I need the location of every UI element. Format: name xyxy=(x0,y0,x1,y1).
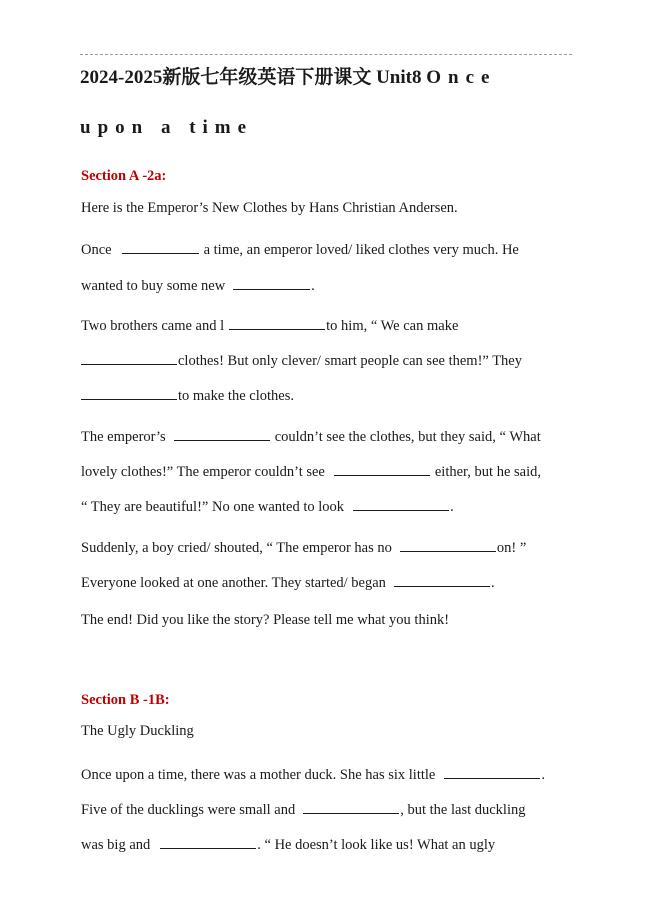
fill-blank[interactable] xyxy=(303,799,399,814)
fill-blank[interactable] xyxy=(81,385,177,400)
fill-blank[interactable] xyxy=(444,764,540,779)
fill-blank[interactable] xyxy=(160,834,256,849)
text-line xyxy=(81,834,495,854)
section-b-heading: Section B -1B: xyxy=(81,692,170,708)
text-segment: Once xyxy=(81,242,112,258)
text-segment: on! ” xyxy=(496,540,527,556)
fill-blank[interactable] xyxy=(353,496,449,511)
text-segment: . xyxy=(311,278,315,294)
text-line xyxy=(81,315,458,335)
title-text-spaced: Once xyxy=(426,67,497,88)
text-segment: Five of the ducklings were small and xyxy=(81,802,296,818)
text-segment: . xyxy=(490,575,495,591)
text-segment: “ They are beautiful!” No one wanted to look xyxy=(81,499,345,515)
text-segment: clothes! But only clever/ smart people can see them!” They xyxy=(178,353,522,369)
text-line xyxy=(81,461,541,481)
text-line xyxy=(81,537,526,557)
text-line xyxy=(81,572,495,592)
fill-blank[interactable] xyxy=(394,572,490,587)
page-title-continued: upon a time xyxy=(80,117,254,138)
fill-blank[interactable] xyxy=(400,537,496,552)
text-line xyxy=(81,764,545,784)
text-line xyxy=(81,496,454,516)
text-line: The end! Did you like the story? Please tell me what you think! xyxy=(81,612,450,628)
text-segment: , but the last duckling xyxy=(400,802,526,818)
text-line xyxy=(81,239,519,259)
text-segment: lovely clothes!” The emperor couldn’t see xyxy=(81,464,325,480)
text-line xyxy=(81,426,541,446)
text-segment: a time, an emperor loved/ liked clothes very much. He xyxy=(203,242,519,258)
text-line xyxy=(81,799,525,819)
fill-blank[interactable] xyxy=(334,461,430,476)
text-line: Here is the Emperor’s New Clothes by Hans Christian Andersen. xyxy=(81,200,458,216)
text-segment: wanted to buy some new xyxy=(81,278,226,294)
section-a-heading: Section A -2a: xyxy=(81,168,167,184)
fill-blank[interactable] xyxy=(233,275,310,290)
text-segment: Everyone looked at one another. They started/ began xyxy=(81,575,386,591)
fill-blank[interactable] xyxy=(174,426,270,441)
text-segment: either, but he said, xyxy=(434,464,541,480)
fill-blank[interactable] xyxy=(81,350,177,365)
text-segment: Suddenly, a boy cried/ shouted, “ The emperor has no xyxy=(81,540,392,556)
header-rule xyxy=(80,54,572,55)
page-title xyxy=(80,62,496,89)
text-segment: couldn’t see the clothes, but they said, “ What xyxy=(274,429,541,445)
text-segment: was big and xyxy=(81,837,151,853)
text-segment: . xyxy=(541,767,545,783)
fill-blank[interactable] xyxy=(229,315,325,330)
fill-blank[interactable] xyxy=(122,239,199,254)
text-segment: . xyxy=(450,499,454,515)
text-line xyxy=(81,275,315,295)
text-segment: Once upon a time, there was a mother duck. She has six little xyxy=(81,767,436,783)
text-segment: . “ He doesn’t look like us! What an ugly xyxy=(257,837,496,853)
text-segment: The emperor’s xyxy=(81,429,166,445)
text-line: The Ugly Duckling xyxy=(81,723,194,739)
text-line xyxy=(81,385,294,405)
text-segment: Two brothers came and l xyxy=(81,318,225,334)
title-text: 2024-2025新版七年级英语下册课文 Unit8 xyxy=(80,67,422,88)
text-line xyxy=(81,350,522,370)
text-segment: to make the clothes. xyxy=(178,388,294,404)
text-segment: to him, “ We can make xyxy=(326,318,459,334)
